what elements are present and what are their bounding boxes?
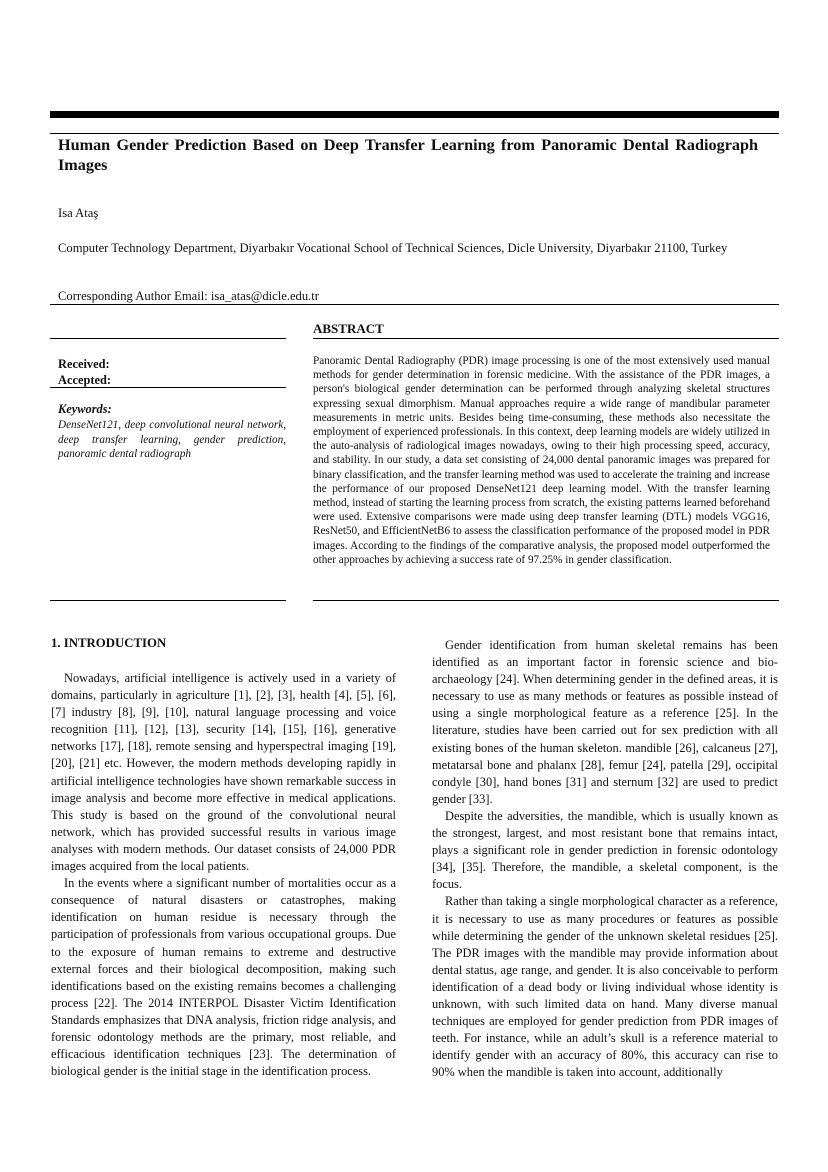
header-thick-rule xyxy=(50,111,779,118)
abstract-text: Panoramic Dental Radiography (PDR) image processing is one of the most extensively used manual methods for gender determination in forensic medicine. With the assistance of the PDR images, a person's biological gender determination can be performed through analyzing skeletal structures expressing sexual dimorphism. Manual approaches require a wide range of mandibular parameter measurements in metric units. Besides being time-consuming, these methods also necessitate the employment of experienced professionals. In this context, deep learning models are widely utilized in the auto-analysis of radiological images nowadays, owing to their high processing speed, accuracy, and stability. In our study, a data set consisting of 24,000 dental panoramic images was prepared for binary classification, and the transfer learning method was used to accelerate the training and increase the performance of our proposed DenseNet121 deep learning model. With the transfer learning method, instead of starting the learning process from scratch, the existing patterns learned beforehand were used. Extensive comparisons were made using deep transfer learning (DTL) models VGG16, ResNet50, and EfficientNetB6 to assess the classification performance of the proposed model in PDR images. According to the findings of the comparative analysis, the proposed model outperformed the other approaches by achieving a success rate of 97.25% in gender classification. xyxy=(313,355,770,566)
keywords-label: Keywords: xyxy=(58,402,112,416)
author-affiliation: Computer Technology Department, Diyarbakır Vocational School of Technical Sciences, Dicle University, Diyarbakır 21100, Turkey xyxy=(58,241,728,255)
author-name: Isa Ataş xyxy=(58,206,99,220)
meta-rule xyxy=(50,304,779,305)
abstract-bottom-rule xyxy=(313,600,779,601)
keywords-text: DenseNet121, deep convolutional neural network, deep transfer learning, gender prediction, panoramic dental radiograph xyxy=(58,419,286,461)
received-label: Received: xyxy=(58,357,110,371)
abstract-top-rule xyxy=(313,338,779,339)
paragraph: Gender identification from human skeletal remains has been identified as an important factor in forensic science and bio-archaeology [24]. When determining gender in the defined areas, it is necessary to use as many methods or features as possible instead of using a single morphological feature as a reference [25]. In the literature, studies have been carried out for sex prediction with all existing bones of the human skeleton. mandible [26], calcaneus [27], metatarsal bone and phalanx [28], femur [24], patella [29], occipital condyle [30], hand bones [31] and sternum [32] are used to predict gender [33]. xyxy=(432,638,778,806)
paragraph: Nowadays, artificial intelligence is actively used in a variety of domains, particularly in agriculture [1], [2], [3], health [4], [5], [6], [7] industry [8], [9], [10], natural language processing and voice recognition [11], [12], [13], security [14], [15], [16], generative networks [17], [18], remote sensing and hyperspectral imaging [19], [20], [21] etc. However, the modern methods developing rapidly in artificial intelligence technologies have shown remarkable success in image analysis and become more effective in medical applications. This study is based on the ground of the convolutional neural network, which has provided successful results in various image analyses with modern methods. Our dataset consists of 24,000 PDR images acquired from the local patients. xyxy=(51,671,396,874)
corresponding-email: Corresponding Author Email: isa_atas@dicle.edu.tr xyxy=(58,289,319,303)
paragraph: Rather than taking a single morphological character as a reference, it is necessary to use as many procedures or features as possible while determining the gender of the unknown skeletal residues [25]. The PDR images with the mandible may provide information about dental status, age range, and gender. It is also conceivable to perform identification of a dead body or living individual whose identity is unknown, with such limited data on hand. Many diverse manual techniques are employed for gender prediction from PDR images of teeth. For instance, while an adult’s skull is a reference material to identify gender with an accuracy of 80%, this accuracy can rise to 90% when the mandible is taken into account, additionally xyxy=(432,894,778,1080)
section-heading-introduction: 1. INTRODUCTION xyxy=(51,636,167,650)
header-thin-rule xyxy=(50,133,779,134)
sidebar-mid-rule xyxy=(50,387,286,388)
paragraph: Despite the adversities, the mandible, which is usually known as the strongest, largest, and most resistant bone that remains intact, plays a significant role in gender prediction in forensic odontology [34], [35]. Therefore, the mandible, a skeletal component, is the focus. xyxy=(432,808,778,892)
paragraph: In the events where a significant number of mortalities occur as a consequence of natural disasters or catastrophes, making identification on human residue is necessary through the participation of professionals from various occupational groups. Due to the exposure of human remains to extreme and destructive external forces and their biological decomposition, making such identifications based on the existing remains becomes a challenging process [22]. The 2014 INTERPOL Disaster Victim Identification Standards emphasizes that DNA analysis, friction ridge analysis, and forensic odontology methods are the primary, most reliable, and efficacious identification techniques [23]. The determination of biological gender is the initial stage in the identification process. xyxy=(51,876,396,1079)
received-accepted-block xyxy=(58,356,286,388)
sidebar-bottom-rule xyxy=(50,600,286,601)
accepted-label: Accepted: xyxy=(58,373,111,387)
sidebar-top-rule xyxy=(50,338,286,339)
body-column-left xyxy=(51,670,396,1080)
paper-title: Human Gender Prediction Based on Deep Transfer Learning from Panoramic Dental Radiograph Images xyxy=(58,136,758,174)
abstract-heading: ABSTRACT xyxy=(313,321,384,336)
body-column-right xyxy=(432,637,778,1081)
